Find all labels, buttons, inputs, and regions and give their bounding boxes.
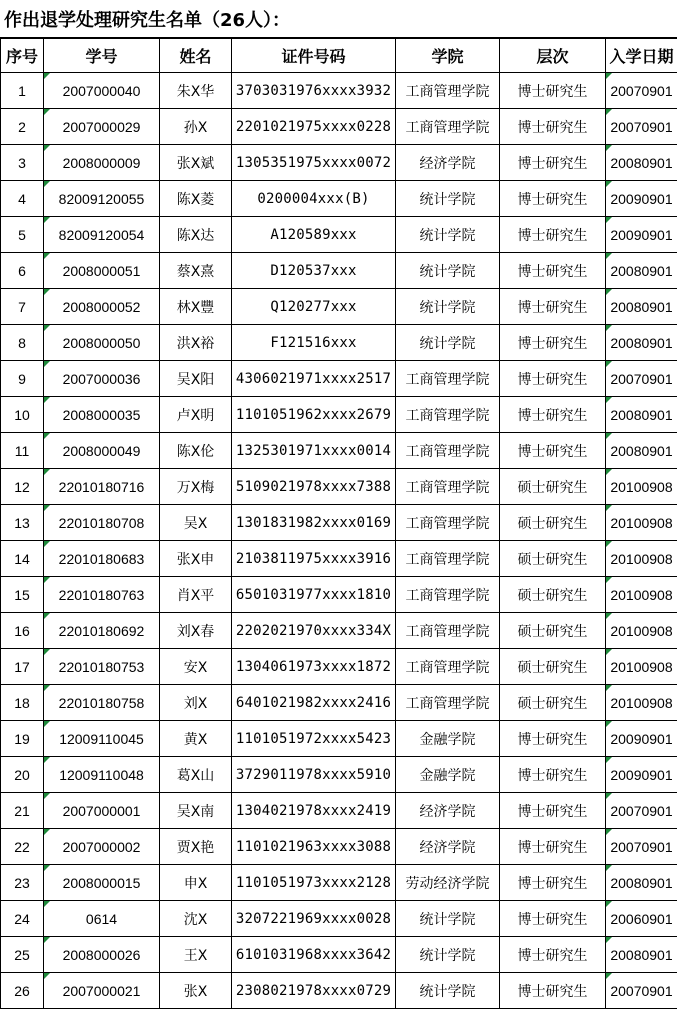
cell-student-id[interactable]: 2007000036 [44, 361, 160, 397]
cell-enroll-date[interactable]: 20070901 [606, 793, 677, 829]
cell-id-number[interactable]: 1101051973xxxx2128 [232, 865, 396, 901]
table-row [1, 541, 677, 577]
table-row [1, 181, 677, 217]
cell-level[interactable]: 博士研究生 [500, 433, 606, 469]
cell-level[interactable]: 博士研究生 [500, 397, 606, 433]
cell-id-number[interactable]: 1301831982xxxx0169 [232, 505, 396, 541]
cell-id-number[interactable]: 6401021982xxxx2416 [232, 685, 396, 721]
header-row [1, 38, 677, 73]
cell-enroll-date[interactable]: 20080901 [606, 937, 677, 973]
cell-seq[interactable]: 3 [1, 145, 44, 181]
cell-student-id[interactable]: 2007000001 [44, 793, 160, 829]
cell-id-number[interactable]: 1304021978xxxx2419 [232, 793, 396, 829]
table-row [1, 649, 677, 685]
cell-id-number[interactable]: 6101031968xxxx3642 [232, 937, 396, 973]
cell-id-number[interactable]: 2202021970xxxx334X [232, 613, 396, 649]
cell-enroll-date[interactable]: 20060901 [606, 901, 677, 937]
cell-level[interactable]: 博士研究生 [500, 937, 606, 973]
cell-name[interactable]: 洪X裕 [160, 325, 232, 361]
cell-seq[interactable]: 1 [1, 73, 44, 109]
cell-college[interactable]: 工商管理学院 [396, 685, 500, 721]
table-row [1, 793, 677, 829]
cell-college[interactable]: 经济学院 [396, 145, 500, 181]
cell-college[interactable]: 经济学院 [396, 829, 500, 865]
cell-college[interactable]: 工商管理学院 [396, 397, 500, 433]
cell-seq[interactable]: 16 [1, 613, 44, 649]
cell-student-id[interactable]: 22010180716 [44, 469, 160, 505]
cell-seq[interactable]: 26 [1, 973, 44, 1009]
cell-id-number[interactable]: 5109021978xxxx7388 [232, 469, 396, 505]
cell-enroll-date[interactable]: 20070901 [606, 829, 677, 865]
cell-seq[interactable]: 8 [1, 325, 44, 361]
table-row [1, 901, 677, 937]
cell-college[interactable]: 统计学院 [396, 937, 500, 973]
cell-level[interactable]: 博士研究生 [500, 181, 606, 217]
cell-college[interactable]: 工商管理学院 [396, 433, 500, 469]
cell-student-id[interactable]: 2008000051 [44, 253, 160, 289]
cell-seq[interactable]: 17 [1, 649, 44, 685]
cell-name[interactable]: 陈X伦 [160, 433, 232, 469]
cell-seq[interactable]: 9 [1, 361, 44, 397]
cell-level[interactable]: 博士研究生 [500, 361, 606, 397]
cell-level[interactable]: 硕士研究生 [500, 577, 606, 613]
cell-seq[interactable]: 20 [1, 757, 44, 793]
cell-college[interactable]: 工商管理学院 [396, 469, 500, 505]
cell-enroll-date[interactable]: 20080901 [606, 397, 677, 433]
cell-level[interactable]: 博士研究生 [500, 109, 606, 145]
cell-student-id[interactable]: 2007000002 [44, 829, 160, 865]
cell-level[interactable]: 博士研究生 [500, 721, 606, 757]
table-row [1, 361, 677, 397]
cell-level[interactable]: 博士研究生 [500, 973, 606, 1009]
cell-id-number[interactable]: 3729011978xxxx5910 [232, 757, 396, 793]
cell-student-id[interactable]: 2008000049 [44, 433, 160, 469]
cell-id-number[interactable]: 1325301971xxxx0014 [232, 433, 396, 469]
cell-enroll-date[interactable]: 20080901 [606, 253, 677, 289]
cell-level[interactable]: 硕士研究生 [500, 469, 606, 505]
cell-enroll-date[interactable]: 20070901 [606, 361, 677, 397]
table-row [1, 505, 677, 541]
cell-student-id[interactable]: 2007000040 [44, 73, 160, 109]
cell-enroll-date[interactable]: 20100908 [606, 577, 677, 613]
cell-id-number[interactable]: 1305351975xxxx0072 [232, 145, 396, 181]
cell-level[interactable]: 博士研究生 [500, 73, 606, 109]
table-row [1, 397, 677, 433]
table-row [1, 613, 677, 649]
cell-enroll-date[interactable]: 20080901 [606, 289, 677, 325]
cell-college[interactable]: 工商管理学院 [396, 361, 500, 397]
table-row [1, 973, 677, 1009]
cell-student-id[interactable]: 12009110048 [44, 757, 160, 793]
cell-college[interactable]: 统计学院 [396, 289, 500, 325]
cell-id-number[interactable]: 4306021971xxxx2517 [232, 361, 396, 397]
cell-name[interactable]: 孙X [160, 109, 232, 145]
cell-enroll-date[interactable]: 20080901 [606, 145, 677, 181]
cell-enroll-date[interactable]: 20090901 [606, 181, 677, 217]
cell-level[interactable]: 博士研究生 [500, 289, 606, 325]
cell-seq[interactable]: 23 [1, 865, 44, 901]
table-row [1, 577, 677, 613]
cell-name[interactable]: 贾X艳 [160, 829, 232, 865]
cell-college[interactable]: 工商管理学院 [396, 505, 500, 541]
header-name[interactable]: 姓名 [160, 38, 232, 73]
table-row [1, 433, 677, 469]
header-seq[interactable]: 序号 [1, 38, 44, 73]
cell-id-number[interactable]: 1101021963xxxx3088 [232, 829, 396, 865]
cell-seq[interactable]: 13 [1, 505, 44, 541]
cell-level[interactable]: 博士研究生 [500, 253, 606, 289]
cell-name[interactable]: 卢X明 [160, 397, 232, 433]
cell-level[interactable]: 硕士研究生 [500, 613, 606, 649]
cell-id-number[interactable]: 2103811975xxxx3916 [232, 541, 396, 577]
cell-college[interactable]: 劳动经济学院 [396, 865, 500, 901]
cell-enroll-date[interactable]: 20080901 [606, 865, 677, 901]
cell-name[interactable]: 吴X南 [160, 793, 232, 829]
table-row [1, 109, 677, 145]
cell-college[interactable]: 工商管理学院 [396, 73, 500, 109]
cell-name[interactable]: 黄X [160, 721, 232, 757]
cell-id-number[interactable]: F121516xxx [232, 325, 396, 361]
header-student-id[interactable]: 学号 [44, 38, 160, 73]
table-row [1, 865, 677, 901]
cell-id-number[interactable]: A120589xxx [232, 217, 396, 253]
cell-name[interactable]: 申X [160, 865, 232, 901]
cell-enroll-date[interactable]: 20100908 [606, 649, 677, 685]
cell-seq[interactable]: 18 [1, 685, 44, 721]
header-college[interactable]: 学院 [396, 38, 500, 73]
cell-id-number[interactable]: 1101051962xxxx2679 [232, 397, 396, 433]
cell-student-id[interactable]: 22010180692 [44, 613, 160, 649]
cell-college[interactable]: 统计学院 [396, 253, 500, 289]
cell-id-number[interactable]: 3703031976xxxx3932 [232, 73, 396, 109]
cell-college[interactable]: 金融学院 [396, 757, 500, 793]
cell-college[interactable]: 工商管理学院 [396, 613, 500, 649]
cell-name[interactable]: 万X梅 [160, 469, 232, 505]
cell-seq[interactable]: 4 [1, 181, 44, 217]
cell-seq[interactable]: 6 [1, 253, 44, 289]
cell-enroll-date[interactable]: 20080901 [606, 325, 677, 361]
cell-seq[interactable]: 15 [1, 577, 44, 613]
table-row [1, 685, 677, 721]
table-row [1, 721, 677, 757]
table-body [1, 73, 677, 1009]
cell-seq[interactable]: 14 [1, 541, 44, 577]
cell-college[interactable]: 工商管理学院 [396, 577, 500, 613]
cell-student-id[interactable]: 22010180683 [44, 541, 160, 577]
cell-student-id[interactable]: 0614 [44, 901, 160, 937]
cell-name[interactable]: 肖X平 [160, 577, 232, 613]
cell-name[interactable]: 刘X春 [160, 613, 232, 649]
cell-student-id[interactable]: 2008000026 [44, 937, 160, 973]
cell-level[interactable]: 博士研究生 [500, 217, 606, 253]
cell-seq[interactable]: 5 [1, 217, 44, 253]
cell-seq[interactable]: 12 [1, 469, 44, 505]
cell-enroll-date[interactable]: 20070901 [606, 973, 677, 1009]
cell-id-number[interactable]: 1101051972xxxx5423 [232, 721, 396, 757]
cell-student-id[interactable]: 2008000015 [44, 865, 160, 901]
student-table [0, 37, 677, 1009]
table-row [1, 73, 677, 109]
table-row [1, 325, 677, 361]
cell-student-id[interactable]: 22010180763 [44, 577, 160, 613]
table-row [1, 217, 677, 253]
cell-student-id[interactable]: 22010180758 [44, 685, 160, 721]
cell-name[interactable]: 蔡X熹 [160, 253, 232, 289]
cell-student-id[interactable]: 2008000035 [44, 397, 160, 433]
cell-name[interactable]: 张X [160, 973, 232, 1009]
cell-seq[interactable]: 7 [1, 289, 44, 325]
cell-student-id[interactable]: 82009120055 [44, 181, 160, 217]
cell-seq[interactable]: 19 [1, 721, 44, 757]
cell-enroll-date[interactable]: 20070901 [606, 73, 677, 109]
cell-level[interactable]: 硕士研究生 [500, 649, 606, 685]
cell-enroll-date[interactable]: 20080901 [606, 433, 677, 469]
table-row [1, 253, 677, 289]
cell-student-id[interactable]: 2007000021 [44, 973, 160, 1009]
cell-seq[interactable]: 25 [1, 937, 44, 973]
cell-seq[interactable]: 2 [1, 109, 44, 145]
cell-student-id[interactable]: 2007000029 [44, 109, 160, 145]
cell-college[interactable]: 统计学院 [396, 217, 500, 253]
cell-college[interactable]: 金融学院 [396, 721, 500, 757]
cell-student-id[interactable]: 12009110045 [44, 721, 160, 757]
cell-enroll-date[interactable]: 20090901 [606, 721, 677, 757]
cell-college[interactable]: 统计学院 [396, 325, 500, 361]
table-row [1, 757, 677, 793]
table-row [1, 289, 677, 325]
cell-enroll-date[interactable]: 20100908 [606, 505, 677, 541]
cell-seq[interactable]: 11 [1, 433, 44, 469]
cell-college[interactable]: 工商管理学院 [396, 109, 500, 145]
cell-enroll-date[interactable]: 20100908 [606, 685, 677, 721]
cell-level[interactable]: 博士研究生 [500, 865, 606, 901]
cell-name[interactable]: 安X [160, 649, 232, 685]
cell-student-id[interactable]: 22010180753 [44, 649, 160, 685]
cell-level[interactable]: 硕士研究生 [500, 541, 606, 577]
cell-enroll-date[interactable]: 20100908 [606, 469, 677, 505]
cell-name[interactable]: 张X斌 [160, 145, 232, 181]
cell-level[interactable]: 硕士研究生 [500, 505, 606, 541]
cell-seq[interactable]: 10 [1, 397, 44, 433]
cell-college[interactable]: 经济学院 [396, 793, 500, 829]
cell-level[interactable]: 博士研究生 [500, 901, 606, 937]
sheet-title: 作出退学处理研究生名单（26人）： [4, 10, 291, 31]
cell-name[interactable]: 吴X [160, 505, 232, 541]
cell-level[interactable]: 博士研究生 [500, 325, 606, 361]
cell-level[interactable]: 博士研究生 [500, 829, 606, 865]
table-row [1, 937, 677, 973]
header-level[interactable]: 层次 [500, 38, 606, 73]
cell-name[interactable]: 吴X阳 [160, 361, 232, 397]
table-row [1, 829, 677, 865]
header-enroll-date[interactable]: 入学日期 [606, 38, 677, 73]
cell-id-number[interactable]: 6501031977xxxx1810 [232, 577, 396, 613]
cell-level[interactable]: 博士研究生 [500, 757, 606, 793]
cell-enroll-date[interactable]: 20100908 [606, 613, 677, 649]
cell-enroll-date[interactable]: 20090901 [606, 757, 677, 793]
cell-name[interactable]: 葛X山 [160, 757, 232, 793]
cell-enroll-date[interactable]: 20090901 [606, 217, 677, 253]
cell-college[interactable]: 统计学院 [396, 901, 500, 937]
cell-student-id[interactable]: 2008000009 [44, 145, 160, 181]
cell-name[interactable]: 张X申 [160, 541, 232, 577]
cell-student-id[interactable]: 82009120054 [44, 217, 160, 253]
cell-level[interactable]: 博士研究生 [500, 793, 606, 829]
cell-id-number[interactable]: 2201021975xxxx0228 [232, 109, 396, 145]
header-id-number[interactable]: 证件号码 [232, 38, 396, 73]
cell-name[interactable]: 沈X [160, 901, 232, 937]
cell-college[interactable]: 工商管理学院 [396, 541, 500, 577]
cell-student-id[interactable]: 22010180708 [44, 505, 160, 541]
cell-name[interactable]: 陈X菱 [160, 181, 232, 217]
cell-student-id[interactable]: 2008000052 [44, 289, 160, 325]
cell-name[interactable]: 刘X [160, 685, 232, 721]
cell-seq[interactable]: 22 [1, 829, 44, 865]
cell-seq[interactable]: 21 [1, 793, 44, 829]
table-row [1, 469, 677, 505]
cell-level[interactable]: 博士研究生 [500, 145, 606, 181]
cell-name[interactable]: 陈X达 [160, 217, 232, 253]
cell-enroll-date[interactable]: 20070901 [606, 109, 677, 145]
cell-college[interactable]: 统计学院 [396, 181, 500, 217]
cell-level[interactable]: 硕士研究生 [500, 685, 606, 721]
table-header [1, 38, 677, 73]
table-row [1, 145, 677, 181]
cell-id-number[interactable]: Q120277xxx [232, 289, 396, 325]
cell-id-number[interactable]: 1304061973xxxx1872 [232, 649, 396, 685]
cell-id-number[interactable]: 0200004xxx(B) [232, 181, 396, 217]
cell-enroll-date[interactable]: 20100908 [606, 541, 677, 577]
cell-id-number[interactable]: D120537xxx [232, 253, 396, 289]
cell-seq[interactable]: 24 [1, 901, 44, 937]
cell-college[interactable]: 统计学院 [396, 973, 500, 1009]
cell-id-number[interactable]: 3207221969xxxx0028 [232, 901, 396, 937]
cell-name[interactable]: 林X豐 [160, 289, 232, 325]
cell-id-number[interactable]: 2308021978xxxx0729 [232, 973, 396, 1009]
cell-name[interactable]: 朱X华 [160, 73, 232, 109]
cell-name[interactable]: 王X [160, 937, 232, 973]
cell-college[interactable]: 工商管理学院 [396, 649, 500, 685]
cell-student-id[interactable]: 2008000050 [44, 325, 160, 361]
